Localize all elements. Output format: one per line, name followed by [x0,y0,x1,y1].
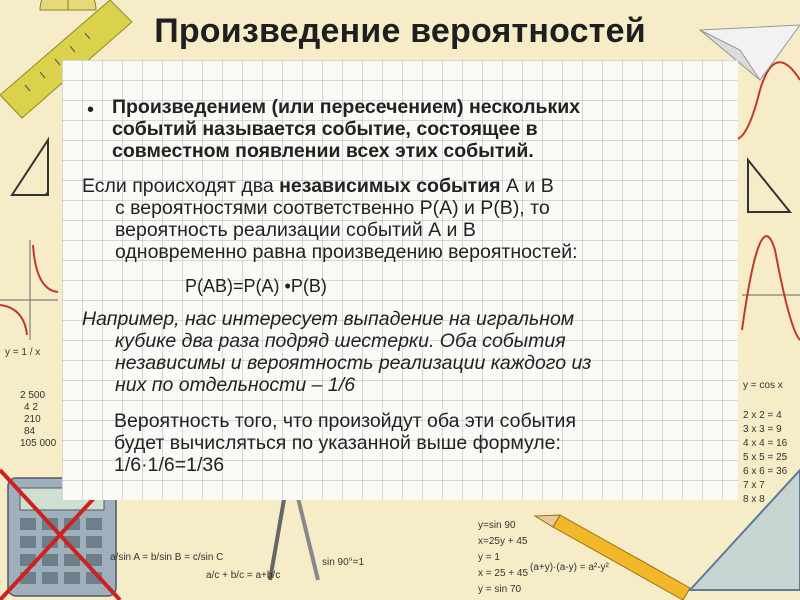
bullet-icon: • [87,99,95,121]
pencil-icon [535,515,690,600]
rule-line-2: с вероятностями соответственно Р(А) и Р(В), то [115,197,550,219]
rule-line-1-end: А и В [500,175,554,197]
triangle-left-icon [12,140,48,195]
label-fractions: a/c + b/c = a+b/c [206,570,281,581]
label-sines: a/sin A = b/sin B = c/sin C [110,552,224,563]
mult-row-2: 3 x 3 = 9 [743,424,782,435]
definition-line-2: событий называется событие, состоящее в [112,118,538,140]
definition-line-3: совместном появлении всех этих событий. [112,140,534,162]
conclusion-line-2: будет вычисляться по указанной выше формуле: [114,432,561,454]
definition-line-1: Произведением (или пересечением) нескольких [112,96,581,118]
protractor-icon [40,0,96,10]
label-algebra: (a+y)·(a-y) = a²-y² [530,562,609,573]
mult-row-4: 5 x 5 = 25 [743,452,788,463]
rule-line-4: одновременно равна произведению вероятностей: [115,241,578,263]
mult-row-1: 2 x 2 = 4 [743,410,782,421]
hyperbola-graph [0,240,58,340]
formula: P(AB)=P(A) •P(B) [185,276,327,296]
definition-paragraph [112,96,712,162]
rule-line-1-start: Если происходят два [82,175,280,197]
rule-line-1 [82,175,722,197]
conclusion-line-1: Вероятность того, что произойдут оба эти события [114,410,577,432]
rule-paragraph [82,175,722,263]
mult-row-5: 6 x 6 = 36 [743,466,788,477]
example-line-3: независимы и вероятность реализации каждого из [115,352,592,374]
label-y1: y = 1 [478,552,500,563]
label-sin90: sin 90°=1 [322,557,365,568]
example-paragraph [82,308,732,396]
mult-row-3: 4 x 4 = 16 [743,438,788,449]
calc-number-2: 4 2 [24,402,38,413]
label-y-sin70: y = sin 70 [478,584,522,595]
mult-row-6: 7 x 7 [743,480,765,491]
label-y-sin90: y=sin 90 [478,520,516,531]
rule-line-3: вероятность реализации событий А и В [115,219,476,241]
label-x25-45: x = 25 + 45 [478,568,529,579]
example-line-1: Например, нас интересует выпадение на игральном [82,308,575,330]
triangle-right-icon [748,160,790,212]
label-hyperbola: y = 1 / x [5,347,41,358]
example-line-4: них по отдельности – 1/6 [115,374,356,396]
cosine-graph [742,236,800,340]
label-cos: y = cos x [743,380,783,391]
label-x25y45: x=25y + 45 [478,536,528,547]
calc-number-3: 210 [24,414,41,425]
calc-number-4: 84 [24,426,36,437]
rule-line-1-bold: независимых события [279,175,501,197]
mult-row-7: 8 x 8 [743,494,765,505]
calc-number-5: 105 000 [20,438,57,449]
calc-number-1: 2 500 [20,390,46,401]
example-line-2: кубике два раза подряд шестерки. Оба события [115,330,566,352]
conclusion-line-3: 1/6·1/6=1/36 [114,454,225,476]
conclusion-paragraph [114,410,734,476]
slide-title: Произведение вероятностей [154,12,646,50]
